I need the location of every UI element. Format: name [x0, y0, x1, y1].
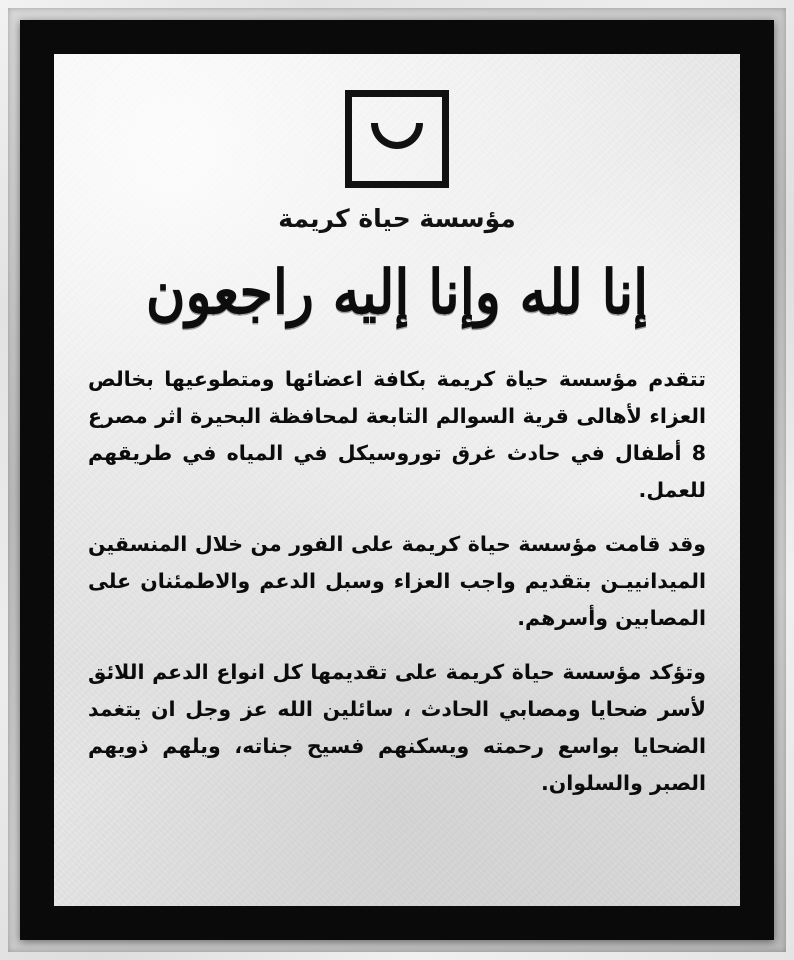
poster-black-frame	[20, 20, 774, 940]
smile-curve-icon	[371, 123, 423, 149]
paragraph-2: وقد قامت مؤسسة حياة كريمة على الفور من خلال المنسقين الميدانييـن بتقديم واجب العزاء وسبل الدعم والاطمئنان على المصابين وأسرهم.	[88, 531, 706, 631]
organization-name: مؤسسة حياة كريمة	[278, 204, 516, 233]
condolence-body	[84, 361, 710, 803]
poster-canvas	[54, 54, 740, 906]
smile-square-icon	[345, 90, 449, 188]
paragraph-3: وتؤكد مؤسسة حياة كريمة على تقديمها كل انواع الدعم اللائق لأسر ضحايا ومصابي الحادث ، سائلين الله عز وجل ان يتغمد الضحايا بواسع رحمته ويسكنهم فسيح جناته، ويلهم ذويهم الصبر والسلوان.	[88, 659, 706, 796]
paragraph-1: تتقدم مؤسسة حياة كريمة بكافة اعضائها ومتطوعيها بخالص العزاء لأهالى قرية السوالم التابعة لمحافظة البحيرة اثر مصرع 8 أطفال في حادث غرق توروسيكل في المياه في طريقهم للعمل.	[88, 366, 706, 503]
quran-calligraphy-verse: إنا لله وإنا إليه راجعون	[145, 256, 649, 328]
organization-logo	[278, 90, 516, 233]
